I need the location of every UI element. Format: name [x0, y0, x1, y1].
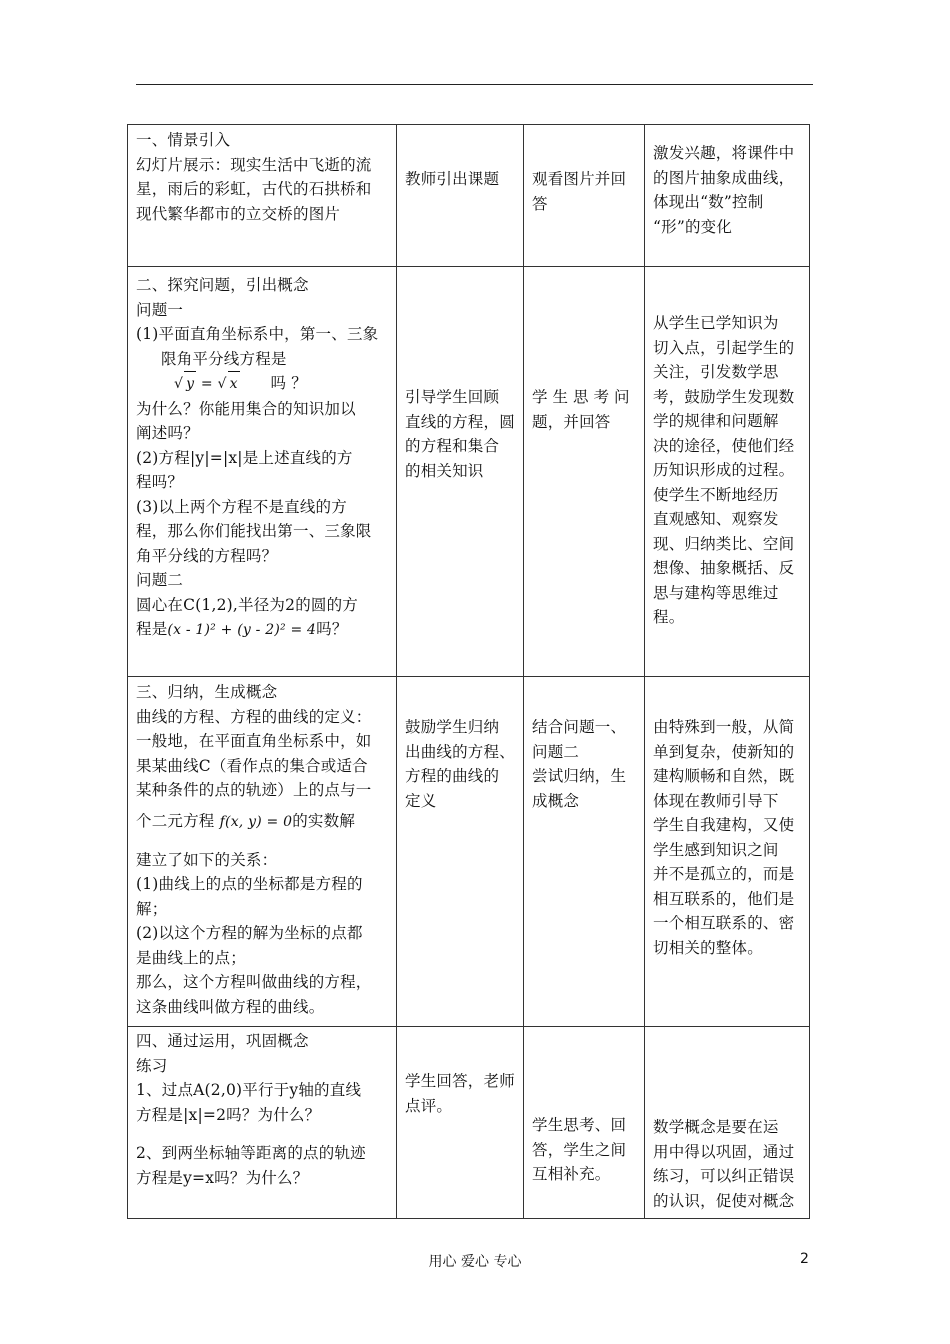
text-line: 建立了如下的关系：: [136, 850, 278, 869]
text-line: (2)方程|y|=|x|是上述直线的方: [136, 448, 353, 467]
text-line: 教师引出课题: [405, 170, 500, 188]
text-line: (2)以这个方程的解为坐标的点都: [136, 924, 363, 942]
student-activity-cell: [524, 1027, 645, 1219]
text-line: (1)曲线上的点的坐标都是方程的: [136, 875, 363, 893]
text-line: 体现出“数”控制: [653, 193, 764, 211]
text-line: 一、情景引入: [136, 131, 231, 149]
formula-line: 个二元方程 f(x, y) = 0的实数解: [136, 811, 356, 830]
text-line: 圆心在C(1,2),半径为2的圆的方: [136, 595, 358, 614]
text-line: 引导学生回顾: [405, 388, 500, 406]
text-line: 的方程和集合: [405, 437, 500, 455]
text-line: 星，雨后的彩虹，古代的石拱桥和: [136, 180, 372, 198]
text-line: 二、探究问题，引出概念: [136, 276, 309, 294]
text-line: 2、到两坐标轴等距离的点的轨迹: [136, 1144, 366, 1162]
text-line: 问题一: [136, 300, 184, 319]
text-line: 练习: [136, 1056, 168, 1075]
text-line: 从学生已学知识为: [653, 314, 779, 332]
text-line: 幻灯片展示：现实生活中飞逝的流: [136, 155, 372, 174]
table-row: [128, 677, 810, 1027]
text-line: 那么，这个方程叫做曲线的方程，: [136, 973, 372, 991]
text-line: 直观感知、观察发: [653, 510, 779, 528]
text-line: 鼓励学生归纳: [405, 718, 500, 736]
text-line: 方程的曲线的: [405, 767, 500, 785]
formula-line: 程是(x - 1)² + (y - 2)² = 4吗？: [136, 620, 348, 638]
text-line: (3)以上两个方程不是直线的方: [136, 497, 347, 516]
text-line: 激发兴趣，将课件中: [653, 144, 795, 162]
text-line: 单到复杂，使新知的: [653, 742, 795, 761]
text-line: “形”的变化: [653, 217, 733, 236]
table-row: [128, 125, 810, 267]
text-line: 现代繁华都市的立交桥的图片: [136, 204, 341, 223]
text-line: 切相关的整体。: [653, 938, 763, 957]
text-line: 一般地，在平面直角坐标系中，如: [136, 732, 372, 750]
text-line: (1)平面直角坐标系中，第一、三象: [136, 325, 379, 343]
circle-equation: (x - 1)² + (y - 2)² = 4: [167, 622, 317, 638]
text-line: 的相关知识: [405, 461, 484, 480]
sqrt-formula: √ y = √ x: [174, 376, 240, 392]
student-activity-cell: [524, 267, 645, 677]
text-line: 为什么？你能用集合的知识加以: [136, 399, 356, 418]
text-line: 点评。: [405, 1096, 453, 1115]
text-line: 学生思考问: [532, 388, 635, 406]
text-line: 用中得以巩固，通过: [653, 1142, 795, 1161]
text-line: 历知识形成的过程。: [653, 461, 795, 479]
text-line: 数学概念是要在运: [653, 1118, 779, 1136]
text-line: 限角平分线方程是: [161, 349, 287, 368]
text-line: 答: [532, 194, 548, 213]
text-line: 问题二: [532, 742, 580, 761]
function-equation: f(x, y) = 0: [219, 813, 293, 830]
text-line: 1、过点A(2,0)平行于y轴的直线: [136, 1081, 362, 1099]
text-line: 互相补充。: [532, 1165, 611, 1183]
content-cell: [128, 677, 397, 1027]
text-line: 学生思考、回: [532, 1116, 627, 1134]
table-row: [128, 1027, 810, 1219]
text-line: 三、归纳，生成概念: [136, 683, 278, 701]
text-line: 直线的方程，圆: [405, 412, 515, 431]
text-line: 果某曲线C（看作点的集合或适合: [136, 756, 368, 775]
text-line: 思与建构等思维过: [653, 583, 779, 602]
text-line: 结合问题一、: [532, 718, 627, 736]
text-line: 角平分线的方程吗？: [136, 546, 278, 565]
table-row: [128, 267, 810, 677]
text-line: 学生感到知识之间: [653, 840, 779, 859]
text-line: 学的规律和问题解: [653, 412, 779, 430]
text-line: 出曲线的方程、: [405, 742, 515, 761]
text-line: 决的途径，使他们经: [653, 436, 795, 455]
text-line: 建构顺畅和自然，既: [653, 767, 795, 785]
teacher-activity-cell: [397, 125, 524, 267]
header-rule: [136, 84, 813, 85]
teacher-activity-cell: [397, 267, 524, 677]
text-line: [136, 1127, 390, 1141]
text-line: 程。: [653, 608, 685, 626]
page-footer: 用心 爱心 专心: [428, 1254, 522, 1270]
design-intent-cell: [645, 267, 810, 677]
text-line: 是曲线上的点；: [136, 948, 246, 967]
teacher-activity-cell: [397, 677, 524, 1027]
student-activity-cell: [524, 125, 645, 267]
text-line: 体现在教师引导下: [653, 791, 779, 810]
design-intent-cell: [645, 1027, 810, 1219]
content-cell: [128, 125, 397, 267]
formula-line: √ y = √ x 吗 ？: [136, 371, 390, 397]
text-line: 阐述吗？: [136, 424, 199, 442]
text-line: 方程是|x|=2吗？为什么？: [136, 1105, 321, 1124]
text-line: 答，学生之间: [532, 1140, 627, 1159]
lesson-plan-table: [127, 124, 810, 1219]
text-line: 观看图片并回: [532, 170, 627, 188]
text-line: 学生回答，老师: [405, 1072, 515, 1090]
text-line: 某种条件的点的轨迹）上的点与一: [136, 781, 372, 799]
text-line: 考，鼓励学生发现数: [653, 387, 795, 406]
text-line: 的图片抽象成曲线，: [653, 168, 795, 187]
design-intent-cell: [645, 125, 810, 267]
text-line: 解；: [136, 899, 168, 918]
text-line: 尝试归纳，生: [532, 767, 627, 785]
content-cell: [128, 267, 397, 677]
text-line: 的认识，促使对概念: [653, 1191, 795, 1210]
text-line: 切入点，引起学生的: [653, 338, 795, 357]
text-line: 程，那么你们能找出第一、三象限: [136, 522, 372, 540]
content-cell: [128, 1027, 397, 1219]
text-line: 使学生不断地经历: [653, 485, 779, 504]
text-line: 这条曲线叫做方程的曲线。: [136, 997, 325, 1016]
text-line: 想像、抽象概括、反: [653, 559, 795, 577]
text-line: 关注，引发数学思: [653, 363, 779, 381]
page-number: 2: [800, 1251, 809, 1267]
text-line: 定义: [405, 791, 437, 810]
text-line: 并不是孤立的，而是: [653, 865, 795, 883]
design-intent-cell: [645, 677, 810, 1027]
teacher-activity-cell: [397, 1027, 524, 1219]
text-line: 问题二: [136, 571, 184, 589]
text-line: 学生自我建构，又使: [653, 816, 795, 834]
student-activity-cell: [524, 677, 645, 1027]
text-line: 成概念: [532, 791, 580, 810]
text-line: 曲线的方程、方程的曲线的定义：: [136, 707, 372, 726]
text-line: 方程是y=x吗？为什么？: [136, 1168, 309, 1187]
text-line: 题，并回答: [532, 412, 611, 431]
text-line: 程吗？: [136, 473, 184, 491]
text-line: 由特殊到一般，从简: [653, 718, 795, 736]
text-line: 相互联系的，他们是: [653, 889, 795, 908]
text-line: 一个相互联系的、密: [653, 914, 795, 932]
text-line: 练习，可以纠正错误: [653, 1167, 795, 1185]
text-line: 四、通过运用，巩固概念: [136, 1032, 309, 1050]
text-line: 现、归纳类比、空间: [653, 534, 795, 553]
